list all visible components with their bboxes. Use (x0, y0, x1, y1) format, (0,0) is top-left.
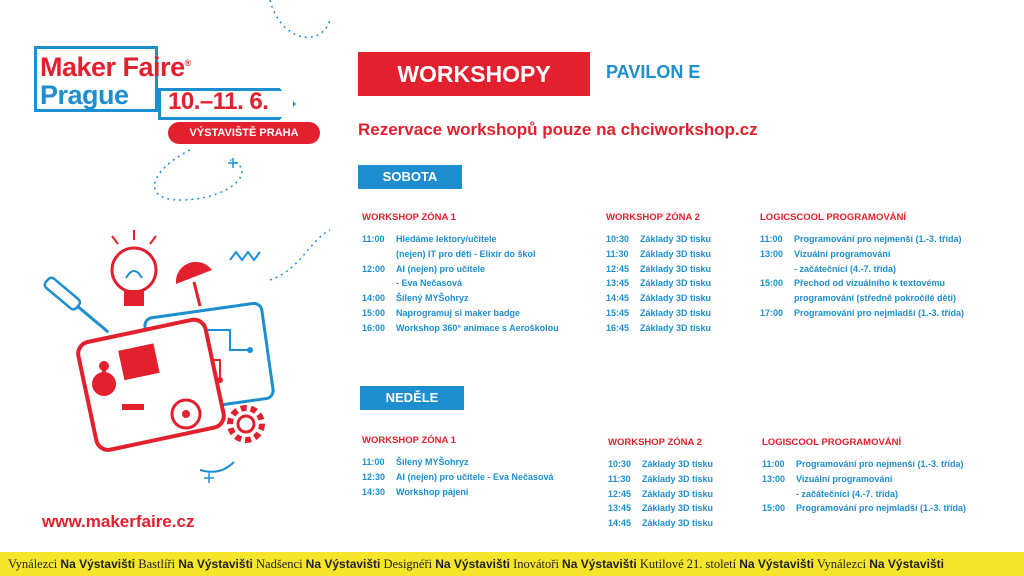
reservation-notice: Rezervace workshopů pouze na chciworkshop.cz (358, 120, 758, 139)
schedule-title: Základy 3D tisku (642, 518, 714, 529)
schedule-title: AI (nejen) pro učitele - Eva Nečasová (396, 471, 554, 482)
schedule-row (362, 276, 559, 291)
schedule-time: 14:00 (362, 293, 386, 304)
schedule-time: 16:45 (606, 322, 630, 333)
schedule-title: Šílený MYŠohryz (396, 457, 469, 467)
schedule-row (362, 262, 559, 277)
schedule-time: 10:30 (608, 459, 632, 469)
schedule-row (606, 276, 711, 291)
footer-tagline: Na Výstavišti (869, 557, 944, 571)
schedule-row (362, 291, 559, 306)
schedule-time: 11:30 (606, 248, 629, 259)
schedule-title: - Eva Nečasová (396, 278, 463, 289)
satellite-dish-icon (176, 262, 212, 306)
schedule-title: Základy 3D tisku (642, 488, 714, 499)
schedule-title: - začátečníci (4.-7. třída) (794, 263, 897, 274)
schedule-row (362, 455, 554, 470)
schedule-time: 13:00 (760, 248, 784, 259)
schedule-time: 13:45 (606, 278, 630, 289)
schedule-title: Přechod od vizuálního k textovému (794, 278, 946, 289)
schedule-title: Naprogramuj si maker badge (396, 307, 521, 318)
schedule-title: Základy 3D tisku (640, 322, 712, 333)
schedule-row (608, 472, 713, 487)
schedule-time (760, 262, 794, 277)
schedule-row (606, 247, 711, 262)
page-title: WORKSHOPY (358, 52, 590, 96)
sunday-logics (762, 437, 966, 516)
event-dates: 10.–11. 6. (168, 88, 269, 115)
footer-ticker (0, 552, 1024, 576)
schedule-time: 14:45 (606, 293, 630, 304)
curved-arrow-icon (200, 462, 234, 472)
schedule-time (760, 291, 794, 306)
schedule-time: 15:00 (362, 307, 386, 318)
schedule-title: Vizuální programování (794, 248, 891, 259)
schedule-time: 14:30 (362, 486, 386, 497)
sunday-zone1 (362, 435, 554, 499)
schedule-time (762, 487, 796, 502)
schedule-row (606, 306, 711, 321)
schedule-time: 11:00 (762, 459, 785, 469)
schedule-time: 11:30 (608, 473, 631, 484)
schedule-time: 15:45 (606, 307, 630, 318)
logo-prague: Prague (40, 80, 129, 110)
schedule-time: 15:00 (760, 278, 784, 289)
schedule-row (608, 501, 713, 516)
schedule-row (362, 247, 559, 262)
saturday-zone2 (606, 212, 711, 336)
schedule-time: 11:00 (362, 457, 385, 467)
column-heading: WORKSHOP ZÓNA 2 (606, 212, 700, 223)
schedule-title: Základy 3D tisku (642, 459, 714, 469)
schedule-title: Základy 3D tisku (640, 248, 712, 259)
schedule-time: 12:30 (362, 471, 386, 482)
footer-word: Inovátoři (513, 557, 559, 571)
schedule-time: 12:00 (362, 263, 386, 274)
schedule-row (606, 232, 711, 247)
day-label-saturday: SOBOTA (358, 165, 462, 189)
game-controller-icon (76, 317, 226, 452)
saturday-zone1 (362, 212, 559, 336)
schedule-time (362, 276, 396, 291)
schedule-title: Workshop pájení (396, 486, 469, 497)
schedule-title: Programování pro nejmladší (1.-3. třída) (794, 307, 965, 318)
schedule-time (362, 247, 396, 262)
schedule-row (608, 487, 713, 502)
schedule-row (362, 232, 559, 247)
schedule-title: - začátečníci (4.-7. třída) (796, 488, 899, 499)
schedule-time: 12:45 (606, 263, 630, 274)
schedule-row (762, 472, 966, 487)
zigzag-decoration (230, 252, 260, 260)
footer-word: Bastlíři (138, 557, 176, 571)
schedule-title: Základy 3D tisku (640, 307, 712, 318)
schedule-title: programování (středně pokročilé děti) (794, 293, 957, 304)
schedule-title: (nejen) IT pro děti - Elixír do škol (396, 248, 536, 259)
footer-tagline: Na Výstavišti (739, 557, 814, 571)
schedule-title: Základy 3D tisku (642, 503, 714, 514)
footer-word: Designéři (383, 557, 433, 571)
sunday-zone2 (608, 437, 713, 531)
schedule-title: Programování pro nejmenší (1.-3. třída) (794, 234, 962, 244)
screwdriver-icon (43, 276, 112, 337)
schedule-row (606, 262, 711, 277)
schedule-row (760, 291, 964, 306)
schedule-title: Základy 3D tisku (640, 278, 712, 289)
footer-tagline: Na Výstavišti (178, 557, 253, 571)
schedule-row (362, 321, 559, 336)
website-url[interactable]: www.makerfaire.cz (42, 512, 195, 531)
day-label-sunday: NEDĚLE (360, 386, 464, 410)
footer-tagline: Na Výstavišti (60, 557, 136, 571)
schedule-row (762, 457, 966, 472)
pavilion-label: PAVILON E (606, 62, 701, 82)
schedule-row (762, 487, 966, 502)
schedule-row (608, 457, 713, 472)
schedule-row (608, 516, 713, 531)
schedule-title: Základy 3D tisku (640, 263, 712, 274)
footer-tagline: Na Výstavišti (435, 557, 510, 571)
footer-word: Kutilové 21. století (639, 557, 737, 571)
schedule-row (760, 232, 964, 247)
schedule-row (362, 306, 559, 321)
schedule-row (362, 470, 554, 485)
schedule-time: 11:00 (362, 234, 385, 244)
schedule-time: 12:45 (608, 488, 632, 499)
footer-word: Vynálezci (8, 557, 58, 571)
schedule-title: Hledáme lektory/učitele (396, 234, 497, 244)
column-heading: WORKSHOP ZÓNA 1 (362, 435, 456, 446)
schedule-row (760, 306, 964, 321)
footer-tagline: Na Výstavišti (305, 557, 381, 571)
footer-word: Nadšenci (256, 557, 303, 571)
logo-maker-faire: Maker Faire® (40, 52, 191, 82)
column-heading: LOGICSCOOL PROGRAMOVÁNÍ (760, 212, 907, 223)
column-heading: WORKSHOP ZÓNA 2 (608, 437, 702, 448)
column-heading: WORKSHOP ZÓNA 1 (362, 212, 456, 223)
schedule-title: Vizuální programování (796, 473, 893, 484)
footer-word: Vynálezci (816, 557, 867, 571)
schedule-title: Programování pro nejmladší (1.-3. třída) (796, 503, 967, 514)
schedule-row (606, 321, 711, 336)
gear-icon (230, 408, 262, 440)
schedule-time: 14:45 (608, 518, 632, 529)
schedule-row (362, 485, 554, 500)
schedule-time: 11:00 (760, 234, 783, 244)
schedule-time: 16:00 (362, 322, 386, 333)
schedule-title: Základy 3D tisku (640, 234, 712, 244)
schedule-title: Základy 3D tisku (640, 293, 712, 304)
venue-badge: VÝSTAVIŠTĚ PRAHA (168, 122, 320, 144)
schedule-title: Programování pro nejmenší (1.-3. třída) (796, 459, 964, 469)
schedule-title: Základy 3D tisku (642, 473, 714, 484)
schedule-time: 15:00 (762, 503, 786, 514)
schedule-row (606, 291, 711, 306)
schedule-title: Šílený MYŠohryz (396, 293, 469, 304)
footer-tagline: Na Výstavišti (562, 557, 637, 571)
schedule-title: Workshop 360° animace s Aeroškolou (396, 322, 559, 333)
schedule-row (760, 247, 964, 262)
schedule-time: 17:00 (760, 307, 784, 318)
schedule-row (760, 262, 964, 277)
schedule-title: AI (nejen) pro učitele (396, 263, 486, 274)
saturday-logics (760, 212, 964, 321)
column-heading: LOGISCOOL PROGRAMOVÁNÍ (762, 437, 902, 448)
schedule-time: 10:30 (606, 234, 630, 244)
schedule-row (760, 276, 964, 291)
schedule-time: 13:00 (762, 473, 786, 484)
schedule-time: 13:45 (608, 503, 632, 514)
schedule-row (762, 501, 966, 516)
lightbulb-icon (112, 230, 156, 306)
